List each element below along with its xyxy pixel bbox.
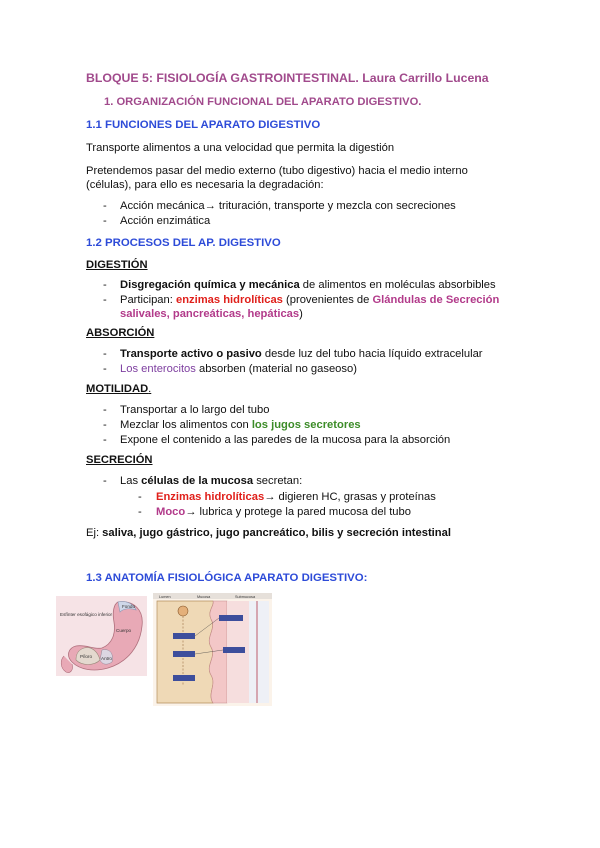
label-motilidad: MOTILIDAD. [86, 383, 152, 395]
list-digestion [86, 278, 526, 322]
wall-label: Mucosa [197, 595, 211, 599]
stomach-label: Esfínter esofágico inferior [60, 612, 113, 617]
heading-1-3: 1.3 ANATOMÍA FISIOLÓGICA APARATO DIGESTIVO: [86, 572, 368, 584]
list-item: - Acción enzimática [86, 214, 526, 228]
list-item: - Las células de la mucosa secretan: [86, 474, 526, 488]
list-item: - Acción mecánica→ trituración, transporte y mezcla con secreciones [86, 199, 526, 213]
list-item: - Mezclar los alimentos con los jugos secretores [86, 418, 526, 432]
label-secrecion: SECRECIÓN [86, 454, 153, 466]
list-item: - Moco→ lubrica y protege la pared mucosa del tubo [120, 505, 520, 519]
list-absorcion [86, 347, 526, 377]
stomach-label: Píloro [80, 654, 93, 659]
stomach-label: Cuerpo [116, 628, 132, 633]
list-actions [86, 199, 526, 229]
list-item: - Participan: enzimas hidrolíticas (provenientes de Glándulas de Secreción salivales, pancreáticas, hepáticas) [86, 293, 526, 321]
paragraph-medium: Pretendemos pasar del medio externo (tubo digestivo) hacia el medio interno (células), para ello es necesaria la degradación: [86, 165, 468, 191]
section-1-title: 1. ORGANIZACIÓN FUNCIONAL DEL APARATO DIGESTIVO. [104, 96, 422, 108]
stomach-label: Fondo [122, 604, 136, 609]
heading-1-1: 1.1 FUNCIONES DEL APARATO DIGESTIVO [86, 119, 321, 131]
list-item: - Disgregación química y mecánica de alimentos en moléculas absorbibles [86, 278, 526, 292]
stomach-label: Antro [101, 656, 112, 661]
document-title: BLOQUE 5: FISIOLOGÍA GASTROINTESTINAL. Laura Carrillo Lucena [86, 71, 489, 85]
list-item: - Enzimas hidrolíticas→ digieren HC, grasas y proteínas [120, 490, 520, 504]
label-digestion: DIGESTIÓN [86, 259, 148, 271]
intestinal-wall-figure [153, 593, 272, 706]
list-secrecion-sub [120, 490, 520, 520]
list-item: - Transportar a lo largo del tubo [86, 403, 526, 417]
wall-label: Submucosa [235, 595, 256, 599]
wall-label: Lumen [159, 595, 171, 599]
stomach-figure [56, 596, 147, 676]
heading-1-2: 1.2 PROCESOS DEL AP. DIGESTIVO [86, 237, 281, 249]
label-absorcion: ABSORCIÓN [86, 327, 155, 339]
paragraph-example: Ej: saliva, jugo gástrico, jugo pancreático, bilis y secreción intestinal [86, 527, 451, 539]
paragraph-transport: Transporte alimentos a una velocidad que permita la digestión [86, 142, 395, 154]
list-item: - Los enterocitos absorben (material no gaseoso) [86, 362, 526, 376]
list-secrecion [86, 474, 526, 489]
list-item: - Transporte activo o pasivo desde luz del tubo hacia líquido extracelular [86, 347, 526, 361]
list-motilidad [86, 403, 526, 448]
list-item: - Expone el contenido a las paredes de la mucosa para la absorción [86, 433, 526, 447]
